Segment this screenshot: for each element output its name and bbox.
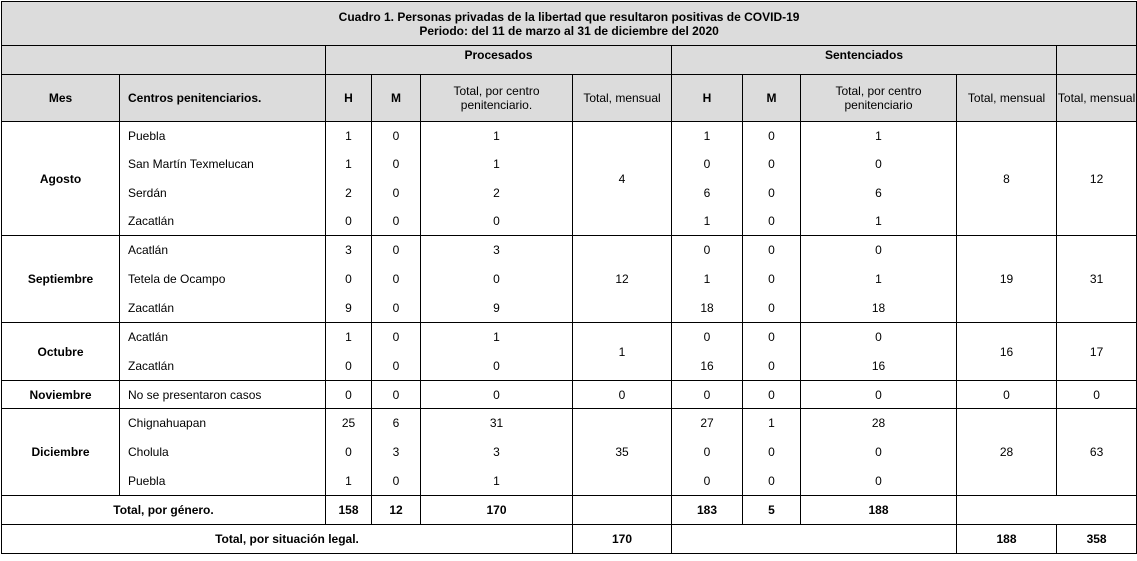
col-mes: Mes xyxy=(2,75,120,122)
cell-p-total-item: 0 xyxy=(493,271,500,286)
table-row xyxy=(2,409,1137,496)
cell-centro-item: Serdán xyxy=(128,185,167,200)
total-genero-label: Total, por género. xyxy=(2,496,326,525)
cell-s-m-item: 0 xyxy=(768,185,775,200)
cell-p-h xyxy=(326,323,372,381)
cell-s-total-item: 6 xyxy=(875,185,882,200)
cell-s-m xyxy=(743,122,801,236)
cell-s-m-item: 0 xyxy=(768,213,775,228)
cell-p-m xyxy=(372,381,421,409)
cell-s-total-item: 0 xyxy=(875,157,882,172)
cell-p-h-item: 25 xyxy=(341,416,356,431)
cell-p-m-item: 0 xyxy=(392,387,400,402)
cell-s-h-item: 27 xyxy=(700,416,714,431)
cell-s-total-item: 0 xyxy=(875,473,882,488)
cell-p-mensual: 4 xyxy=(573,122,672,236)
cell-s-m-item: 0 xyxy=(768,358,775,373)
cell-p-m xyxy=(372,409,421,496)
cell-s-h-item: 16 xyxy=(700,358,714,373)
title-line-2: Periodo: del 11 de marzo al 31 de diciembre del 2020 xyxy=(419,23,719,38)
cell-s-m xyxy=(743,236,801,323)
cell-s-total-item: 28 xyxy=(871,416,886,431)
cell-p-h-item: 1 xyxy=(345,330,352,345)
month-name: Septiembre xyxy=(2,236,120,323)
cell-s-h-item: 6 xyxy=(703,185,711,200)
cell-s-m-item: 0 xyxy=(768,129,775,144)
cell-s-h-item: 0 xyxy=(703,243,711,258)
cell-s-h-item: 1 xyxy=(703,213,711,228)
group-sentenciados: Sentenciados xyxy=(672,46,1057,75)
cell-p-m-item: 0 xyxy=(392,358,400,373)
cell-p-m xyxy=(372,323,421,381)
col-s-h: H xyxy=(672,75,743,122)
cell-p-h-item: 1 xyxy=(345,157,352,172)
cell-s-h xyxy=(672,236,743,323)
cell-p-m-item: 0 xyxy=(392,243,400,258)
cell-s-total-item: 1 xyxy=(875,129,882,144)
cell-p-m-item: 0 xyxy=(392,473,400,488)
cell-p-total-item: 31 xyxy=(489,416,504,431)
cell-s-total-item: 0 xyxy=(875,243,882,258)
cell-centro-item: Zacatlán xyxy=(128,213,175,228)
cell-p-h-item: 0 xyxy=(345,444,352,459)
cell-p-h xyxy=(326,409,372,496)
col-total-mensual: Total, mensual xyxy=(1057,75,1137,122)
group-blank xyxy=(2,46,326,75)
cell-s-m-item: 1 xyxy=(768,416,775,431)
cell-p-m-item: 0 xyxy=(392,129,400,144)
total-legal-label: Total, por situación legal. xyxy=(2,525,573,554)
total-legal-total: 358 xyxy=(1057,525,1137,554)
col-centros: Centros penitenciarios. xyxy=(120,75,326,122)
group-procesados: Procesados xyxy=(326,46,672,75)
cell-s-total-item: 1 xyxy=(875,271,882,286)
cell-p-m xyxy=(372,122,421,236)
cell-total-mensual: 17 xyxy=(1057,323,1137,381)
col-p-h: H xyxy=(326,75,372,122)
total-legal-sentenciados: 188 xyxy=(957,525,1057,554)
cell-p-total-item: 1 xyxy=(493,157,500,172)
total-legal-procesados: 170 xyxy=(573,525,672,554)
cell-p-m-item: 0 xyxy=(392,157,400,172)
cell-s-m-item: 0 xyxy=(768,444,775,459)
cell-s-total xyxy=(801,323,957,381)
cell-p-total-item: 1 xyxy=(493,473,500,488)
col-p-total-mensual: Total, mensual xyxy=(573,75,672,122)
title-line-1: Cuadro 1. Personas privadas de la libertad que resultaron positivas de COVID-19 xyxy=(338,9,800,24)
cell-total-mensual: 31 xyxy=(1057,236,1137,323)
cell-centro xyxy=(120,409,326,496)
cell-s-m-item: 0 xyxy=(768,330,775,345)
cell-p-total xyxy=(421,409,573,496)
cell-p-mensual: 0 xyxy=(573,381,672,409)
month-name: Noviembre xyxy=(2,381,120,409)
cell-centro-item: Tetela de Ocampo xyxy=(128,271,226,286)
cell-s-total xyxy=(801,381,957,409)
cell-p-h xyxy=(326,122,372,236)
total-genero-p-blank xyxy=(573,496,672,525)
total-legal-blank xyxy=(672,525,957,554)
table-row xyxy=(2,381,1137,409)
cell-p-h-item: 0 xyxy=(345,358,352,373)
cell-s-h-item: 18 xyxy=(700,300,714,315)
cell-p-m-item: 6 xyxy=(392,416,400,431)
cell-s-mensual: 8 xyxy=(957,122,1057,236)
cell-p-total-item: 0 xyxy=(493,213,500,228)
cell-s-mensual: 19 xyxy=(957,236,1057,323)
cell-centro xyxy=(120,122,326,236)
cell-p-total xyxy=(421,236,573,323)
cell-s-h-item: 0 xyxy=(703,330,711,345)
cell-s-mensual: 16 xyxy=(957,323,1057,381)
total-genero-p-m: 12 xyxy=(372,496,421,525)
col-s-total-centro: Total, por centro penitenciario xyxy=(801,75,957,122)
cell-p-total-item: 0 xyxy=(493,358,500,373)
table-row xyxy=(2,122,1137,236)
cell-p-m-item: 0 xyxy=(392,330,400,345)
cell-centro xyxy=(120,381,326,409)
cell-p-h-item: 2 xyxy=(345,185,352,200)
total-genero-p-h: 158 xyxy=(326,496,372,525)
cell-p-total xyxy=(421,122,573,236)
cell-s-total-item: 18 xyxy=(871,300,886,315)
cell-centro-item: Acatlán xyxy=(128,330,169,345)
cell-s-h-item: 1 xyxy=(703,271,711,286)
cell-p-m xyxy=(372,236,421,323)
cell-s-m-item: 0 xyxy=(768,387,775,402)
group-total-blank xyxy=(1057,46,1137,75)
cell-p-h-item: 9 xyxy=(345,300,352,315)
cell-s-h xyxy=(672,381,743,409)
cell-p-m-item: 0 xyxy=(392,185,400,200)
cell-centro xyxy=(120,236,326,323)
cell-p-h-item: 0 xyxy=(345,271,352,286)
cell-s-h-item: 0 xyxy=(703,473,711,488)
cell-p-h-item: 3 xyxy=(345,243,352,258)
table-row xyxy=(2,236,1137,323)
cell-p-mensual: 1 xyxy=(573,323,672,381)
cell-p-m-item: 0 xyxy=(392,271,400,286)
total-genero-p-total: 170 xyxy=(421,496,573,525)
cell-p-h xyxy=(326,381,372,409)
cell-p-m-item: 3 xyxy=(392,444,400,459)
cell-p-h-item: 0 xyxy=(345,387,352,402)
table-title xyxy=(2,2,1137,46)
cell-s-m-item: 0 xyxy=(768,271,775,286)
cell-s-total-item: 16 xyxy=(871,358,886,373)
cell-p-h xyxy=(326,236,372,323)
cell-s-m xyxy=(743,381,801,409)
cell-s-h-item: 1 xyxy=(703,129,711,144)
cell-s-m-item: 0 xyxy=(768,473,775,488)
cell-centro-item: Puebla xyxy=(128,129,166,144)
month-name: Agosto xyxy=(2,122,120,236)
cell-p-total-item: 1 xyxy=(493,330,500,345)
month-name: Octubre xyxy=(2,323,120,381)
cell-s-total xyxy=(801,122,957,236)
cell-centro-item: Chignahuapan xyxy=(128,416,207,431)
cell-p-total-item: 3 xyxy=(493,444,500,459)
cell-s-m-item: 0 xyxy=(768,157,775,172)
cell-s-total-item: 0 xyxy=(875,330,882,345)
cell-p-h-item: 1 xyxy=(345,473,352,488)
cell-centro-item: No se presentaron casos xyxy=(128,387,262,402)
cell-p-h-item: 1 xyxy=(345,129,352,144)
cell-total-mensual: 0 xyxy=(1057,381,1137,409)
cell-total-mensual: 12 xyxy=(1057,122,1137,236)
cell-p-m-item: 0 xyxy=(392,300,400,315)
col-s-total-mensual: Total, mensual xyxy=(957,75,1057,122)
cell-s-h xyxy=(672,323,743,381)
cell-s-m xyxy=(743,409,801,496)
cell-s-total-item: 0 xyxy=(875,387,882,402)
cell-s-m-item: 0 xyxy=(768,300,775,315)
cell-centro-item: San Martín Texmelucan xyxy=(128,157,254,172)
cell-s-h xyxy=(672,122,743,236)
cell-s-h-item: 0 xyxy=(703,387,711,402)
cell-s-mensual: 0 xyxy=(957,381,1057,409)
cell-p-total-item: 0 xyxy=(493,387,500,402)
cell-p-total-item: 3 xyxy=(493,243,500,258)
cell-centro-item: Cholula xyxy=(128,444,169,459)
total-genero-s-h: 183 xyxy=(672,496,743,525)
cell-s-h xyxy=(672,409,743,496)
cell-s-h-item: 0 xyxy=(703,444,711,459)
table-body xyxy=(2,122,1137,496)
cell-centro xyxy=(120,323,326,381)
cell-s-mensual: 28 xyxy=(957,409,1057,496)
cell-p-total-item: 1 xyxy=(493,129,500,144)
total-genero-blank xyxy=(957,496,1137,525)
cell-total-mensual: 63 xyxy=(1057,409,1137,496)
covid-table xyxy=(1,1,1137,554)
cell-p-m-item: 0 xyxy=(392,213,400,228)
month-name: Diciembre xyxy=(2,409,120,496)
col-s-m: M xyxy=(743,75,801,122)
cell-s-h-item: 0 xyxy=(703,157,711,172)
cell-p-mensual: 12 xyxy=(573,236,672,323)
col-p-total-centro: Total, por centro penitenciario. xyxy=(421,75,573,122)
cell-s-m xyxy=(743,323,801,381)
col-p-m: M xyxy=(372,75,421,122)
cell-p-mensual: 35 xyxy=(573,409,672,496)
cell-p-total-item: 2 xyxy=(493,185,500,200)
cell-centro-item: Zacatlán xyxy=(128,300,175,315)
cell-centro-item: Acatlán xyxy=(128,243,169,258)
total-genero-s-total: 188 xyxy=(801,496,957,525)
cell-s-total-item: 1 xyxy=(875,213,882,228)
cell-p-h-item: 0 xyxy=(345,213,352,228)
cell-s-total xyxy=(801,236,957,323)
cell-s-total xyxy=(801,409,957,496)
cell-p-total xyxy=(421,381,573,409)
total-genero-s-m: 5 xyxy=(743,496,801,525)
cell-p-total xyxy=(421,323,573,381)
cell-p-total-item: 9 xyxy=(493,300,500,315)
table-row xyxy=(2,323,1137,381)
cell-s-total-item: 0 xyxy=(875,444,882,459)
cell-centro-item: Zacatlán xyxy=(128,358,175,373)
cell-s-m-item: 0 xyxy=(768,243,775,258)
cell-centro-item: Puebla xyxy=(128,473,166,488)
